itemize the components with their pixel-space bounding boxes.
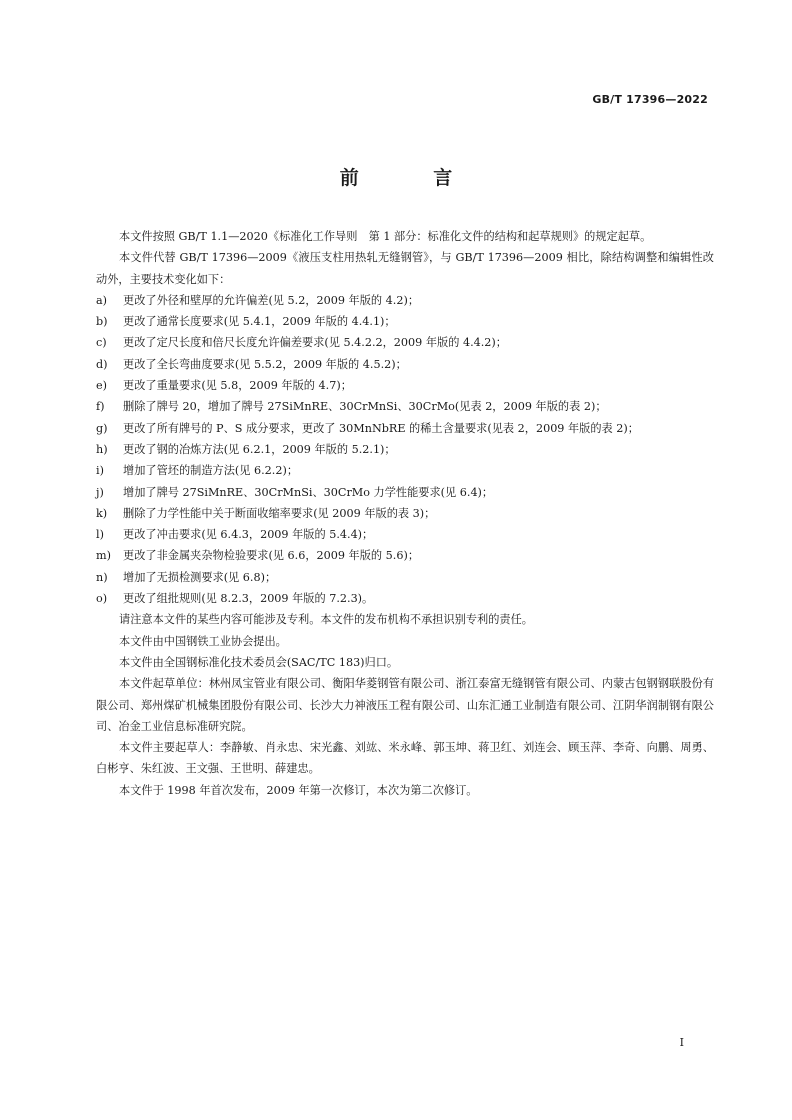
standard-code: GB/T 17396—2022 <box>592 93 708 106</box>
list-item-label: l) <box>96 528 104 542</box>
list-item-label: a) <box>96 293 108 307</box>
page-number: I <box>679 1036 684 1049</box>
list-item-label: e) <box>96 379 107 393</box>
paragraph-history: 本文件于 1998 年首次发布，2009 年第一次修订，本次为第二次修订。 <box>119 783 478 797</box>
list-item-text: 更改了冲击要求(见 6.4.3，2009 年版的 5.4.4)； <box>123 528 374 542</box>
paragraph-replacement: 本文件代替 GB/T 17396—2009《液压支柱用热轧无缝钢管》，与 GB/T 17396—2009 相比，除结构调整和编辑性改动外，主要技术变化如下： <box>96 251 714 286</box>
paragraph-drafting-units: 本文件起草单位：林州凤宝管业有限公司、衡阳华菱钢管有限公司、浙江泰富无缝钢管有限公司、内蒙古包钢钢联股份有限公司、郑州煤矿机械集团股份有限公司、长沙大力神液压工程有限公司、山东汇通工业制造有限公司、江阴华润制钢有限公司、冶金工业信息标准研究院。 <box>96 677 714 733</box>
list-item <box>96 375 714 396</box>
page-title: 前 言 <box>339 167 487 189</box>
list-item-text: 更改了外径和壁厚的允许偏差(见 5.2，2009 年版的 4.2)； <box>123 293 420 307</box>
list-item-text: 增加了牌号 27SiMnRE、30CrMnSi、30CrMo 力学性能要求(见 6.4)； <box>123 485 494 499</box>
list-item-text: 更改了组批规则(见 8.2.3，2009 年版的 7.2.3)。 <box>123 592 374 606</box>
paragraph-drafting-rules: 本文件按照 GB/T 1.1—2020《标准化工作导则 第 1 部分：标准化文件的结构和起草规则》的规定起草。 <box>119 230 652 243</box>
list-item-label: b) <box>96 315 108 329</box>
list-item <box>96 396 714 417</box>
list-item-text: 删除了力学性能中关于断面收缩率要求(见 2009 年版的表 3)； <box>123 506 436 520</box>
list-item <box>96 460 714 481</box>
foreword-body <box>96 226 714 801</box>
list-item <box>96 290 714 311</box>
paragraph-patent-notice: 请注意本文件的某些内容可能涉及专利。本文件的发布机构不承担识别专利的责任。 <box>119 613 533 627</box>
list-item-label: d) <box>96 357 108 371</box>
list-item-text: 更改了钢的冶炼方法(见 6.2.1，2009 年版的 5.2.1)； <box>123 442 396 456</box>
list-item <box>96 354 714 375</box>
changes-list <box>96 290 714 609</box>
list-item-label: k) <box>96 506 108 520</box>
list-item-text: 更改了全长弯曲度要求(见 5.5.2，2009 年版的 4.5.2)； <box>123 357 407 371</box>
paragraph-committee: 本文件由全国钢标准化技术委员会(SAC/TC 183)归口。 <box>119 655 399 669</box>
list-item-label: g) <box>96 421 108 435</box>
list-item <box>96 503 714 524</box>
list-item-text: 更改了重量要求(见 5.8，2009 年版的 4.7)； <box>123 379 352 393</box>
list-item-label: n) <box>96 570 108 584</box>
list-item <box>96 418 714 439</box>
list-item <box>96 439 714 460</box>
list-item-label: c) <box>96 336 107 350</box>
list-item-label: o) <box>96 592 108 606</box>
list-item <box>96 545 714 566</box>
list-item-text: 更改了定尺长度和倍尺长度允许偏差要求(见 5.4.2.2，2009 年版的 4.4.2)； <box>123 336 507 350</box>
list-item <box>96 524 714 545</box>
list-item <box>96 311 714 332</box>
list-item-label: i) <box>96 464 104 478</box>
list-item <box>96 482 714 503</box>
list-item <box>96 588 714 609</box>
list-item <box>96 332 714 353</box>
list-item-text: 增加了无损检测要求(见 6.8)； <box>123 570 277 584</box>
list-item-label: h) <box>96 442 108 456</box>
list-item-label: m) <box>96 549 111 563</box>
list-item-text: 删除了牌号 20，增加了牌号 27SiMnRE、30CrMnSi、30CrMo(见表 2，2009 年版的表 2)； <box>123 400 607 414</box>
list-item-label: f) <box>96 400 105 414</box>
list-item-text: 更改了所有牌号的 P、S 成分要求，更改了 30MnNbRE 的稀土含量要求(见表 2，2009 年版的表 2)； <box>123 421 639 435</box>
list-item <box>96 567 714 588</box>
list-item-text: 更改了通常长度要求(见 5.4.1，2009 年版的 4.4.1)； <box>123 315 396 329</box>
paragraph-proposer: 本文件由中国钢铁工业协会提出。 <box>119 634 287 648</box>
list-item-text: 增加了管坯的制造方法(见 6.2.2)； <box>123 464 299 478</box>
list-item-text: 更改了非金属夹杂物检验要求(见 6.6，2009 年版的 5.6)； <box>123 549 420 563</box>
list-item-label: j) <box>96 485 104 499</box>
paragraph-drafters: 本文件主要起草人：李静敏、肖永忠、宋光鑫、刘竑、米永峰、郭玉坤、蒋卫红、刘连会、顾玉萍、李奇、向鹏、周勇、白彬亨、朱红波、王文强、王世明、薛建忠。 <box>96 741 714 776</box>
